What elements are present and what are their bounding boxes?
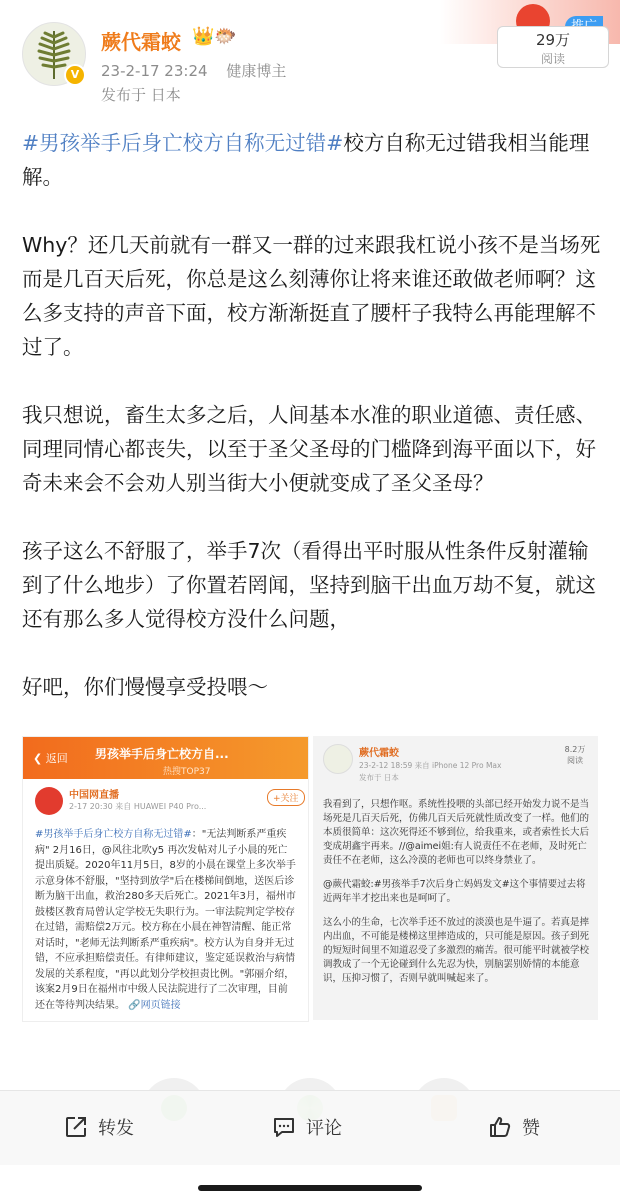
views-counter: 8.2万 阅读 bbox=[564, 745, 586, 765]
timestamp: 23-2-17 23:24 bbox=[101, 62, 208, 80]
embedded-hashtag: #男孩举手后身亡校方自称无过错# bbox=[35, 829, 192, 840]
views-label: 阅读 bbox=[540, 52, 565, 66]
comment-button[interactable]: 评论 bbox=[272, 1111, 342, 1143]
hashtag-link[interactable]: #男孩举手后身亡校方自称无过错# bbox=[22, 131, 344, 155]
image-thumbnail-left[interactable] bbox=[22, 736, 309, 1022]
action-bar bbox=[0, 1090, 620, 1165]
account-meta: 23-2-12 18:59 来自 iPhone 12 Pro Max bbox=[359, 761, 502, 770]
repost-button[interactable]: 转发 bbox=[64, 1111, 134, 1143]
username[interactable]: 蕨代霜蛟 bbox=[101, 30, 181, 54]
verified-badge-icon: V bbox=[64, 64, 86, 86]
post-paragraph bbox=[22, 126, 602, 194]
thumbs-up-icon bbox=[488, 1115, 512, 1139]
web-link: 🔗网页链接 bbox=[128, 999, 181, 1011]
fern-avatar-icon bbox=[323, 744, 353, 774]
user-badges: 👑🐡 bbox=[192, 26, 237, 47]
location: 发布于 日本 bbox=[101, 86, 181, 104]
follow-button: +关注 bbox=[267, 789, 305, 806]
account-location: 发布于 日本 bbox=[359, 773, 399, 782]
topic-title: 男孩举手后身亡校方自... bbox=[95, 747, 229, 761]
repost-icon bbox=[64, 1115, 88, 1139]
post-body bbox=[22, 126, 602, 738]
account-name: 蕨代霜蛟 bbox=[359, 748, 399, 759]
comment-icon bbox=[272, 1115, 296, 1139]
post-paragraph: Why？还几天前就有一群又一群的过来跟我杠说小孩不是当场死而是几百天后死，你总是这么刻薄你让将来谁还敢做老师啊？这么多支持的声音下面，校方渐渐挺直了腰杆子我特么再能理解不过了。 bbox=[22, 233, 601, 359]
post-paragraph: 我只想说，畜生太多之后，人间基本水准的职业道德、责任感、同理同情心都丧失，以至于圣父圣母的门槛降到海平面以下，好奇未来会不会劝人别当街大小便就变成了圣父圣母？ bbox=[22, 403, 596, 495]
account-name: 中国网直播 bbox=[69, 790, 119, 801]
views-counter bbox=[497, 26, 609, 68]
like-button[interactable]: 赞 bbox=[488, 1111, 540, 1143]
post-text: 校方自称无过错我相当能理解。 bbox=[22, 131, 590, 189]
embedded-post-text: #男孩举手后身亡校方自称无过错#："无法判断系严重疾病" 2月16日，@风往北吹y5 再次发帖对儿子小晨的死亡提出质疑。2020年11月5日，8岁的小晨在课堂上多次举手示意身体不舒服，"坚持到放学"后在楼梯间倒地，送医后诊断为脑干出血，救治280多天后死亡。2021年3月，福州市鼓楼区教育局曾认定学校无失职行为。一审法院判定学校存在过错，需赔偿2万元。校方称在小晨在神智清醒、能正常对话时，"老师无法判断系严重疾病"。校方认为自身并无过错，不应承担赔偿责任。有律师建议，鉴定延误救治与病情发展的关系程度，"再以此划分学校担责比例。"郭丽介绍，该案2月9日在福州市中级人民法院进行了二次审理，目前还在等待判决结果。 🔗网页链接 bbox=[35, 829, 296, 1011]
post-meta bbox=[101, 60, 300, 81]
home-indicator bbox=[198, 1185, 422, 1191]
back-button: ❮ 返回 bbox=[33, 752, 68, 765]
user-tag: 健康博主 bbox=[226, 62, 287, 80]
topic-rank: 热搜TOP37 bbox=[163, 767, 211, 777]
views-count: 29万 bbox=[535, 31, 571, 49]
post-header bbox=[0, 0, 620, 120]
post-paragraph: 好吧，你们慢慢享受投喂～ bbox=[22, 675, 268, 699]
image-thumbnail-right[interactable] bbox=[313, 736, 598, 1020]
account-avatar bbox=[35, 787, 63, 815]
account-meta: 2-17 20:30 来自 HUAWEI P40 Pro... bbox=[69, 802, 207, 811]
post-paragraph: 孩子这么不舒服了，举手7次（看得出平时服从性条件反射灌输到了什么地步）了你置若罔闻，坚持到脑干出血万劫不复，就这还有那么多人觉得校方没什么问题， bbox=[22, 539, 596, 631]
embedded-post-text: 我看到了，只想作呕。系统性投喂的头部已经开始发力说不是当场死是几百天后死，仿佛几百天后死就性质改变了一样。他们的本质很简单：这次死得还不够到位，给我重来，或者索性长大后变成胡鑫宇再来。//@aimei姐:有人说责任不在老师，及时死亡责任不在老师，这么冷漠的老师也可以终身禁业了。 @蕨代霜蛟:#男孩举手7次后身亡妈妈发文#这个事情要过去将近两年半才挖出来也是呵呵了。 这么小的生命，七次举手还不放过的淡漠也是牛逼了。若真是摔内出血，不可能是楼梯这里摔造成的，只可能是原因。孩子到死的短短时间里不知道忍受了多激烈的痛苦。很可能平时就被学校调教成了一个无论碰到什么先忍为快，别脑罢别娇情的本能意识，压抑习惯了，否则早就叫喊起来了。 bbox=[323, 799, 590, 984]
